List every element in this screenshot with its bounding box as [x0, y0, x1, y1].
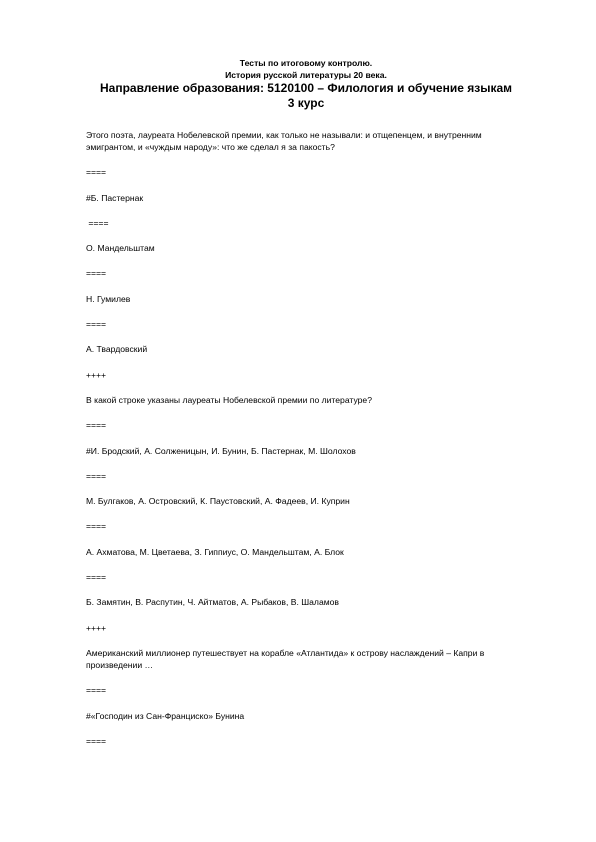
answer-option: О. Мандельштам: [86, 243, 155, 254]
header-line-1: Тесты по итоговому контролю.: [239, 58, 373, 68]
question-1-text: Этого поэта, лауреата Нобелевской премии, как только не называли: и отщепенцем, и внутренним эмигрантом, и «чуждым народу»: что же сделал я за пакость?: [86, 130, 485, 152]
answer-option: А. Твардовский: [86, 344, 148, 355]
answer-correct: #И. Бродский, А. Солженицын, И. Бунин, Б. Пастернак, М. Шолохов: [86, 445, 356, 456]
answer-correct: #Б. Пастернак: [86, 192, 144, 203]
question-separator: ++++: [86, 622, 107, 633]
answer-correct: #«Господин из Сан-Франциско» Бунина: [86, 710, 245, 721]
separator: ====: [86, 167, 107, 178]
header-line-3: Направление образования: 5120100 – Филология и обучение языкам: [99, 81, 512, 95]
question-separator: ++++: [86, 369, 107, 380]
separator: ====: [86, 268, 107, 279]
answer-option: А. Ахматова, М. Цветаева, З. Гиппиус, О. Мандельштам, А. Блок: [86, 546, 344, 557]
separator: ====: [86, 470, 107, 481]
separator: ====: [86, 319, 107, 330]
separator: ====: [86, 735, 107, 746]
question-3-text: Американский миллионер путешествует на корабле «Атлантида» к острову наслаждений – Капри в произведении …: [86, 647, 487, 670]
separator: ====: [86, 572, 107, 583]
header-line-2: История русской литературы 20 века.: [225, 70, 387, 80]
answer-option: Б. Замятин, В. Распутин, Ч. Айтматов, А. Рыбаков, В. Шаламов: [86, 597, 339, 608]
document-body: [86, 129, 526, 747]
answer-option: Н. Гумилев: [86, 293, 131, 304]
separator: ====: [86, 217, 109, 228]
question-2-text: В какой строке указаны лауреаты Нобелевской премии по литературе?: [86, 394, 372, 405]
separator: ====: [86, 521, 107, 532]
separator: ====: [86, 420, 107, 431]
header-line-4: 3 курс: [287, 96, 325, 110]
answer-option: М. Булгаков, А. Островский, К. Паустовский, А. Фадеев, И. Куприн: [86, 496, 350, 507]
separator: ====: [86, 685, 107, 696]
document-header: [86, 57, 526, 111]
